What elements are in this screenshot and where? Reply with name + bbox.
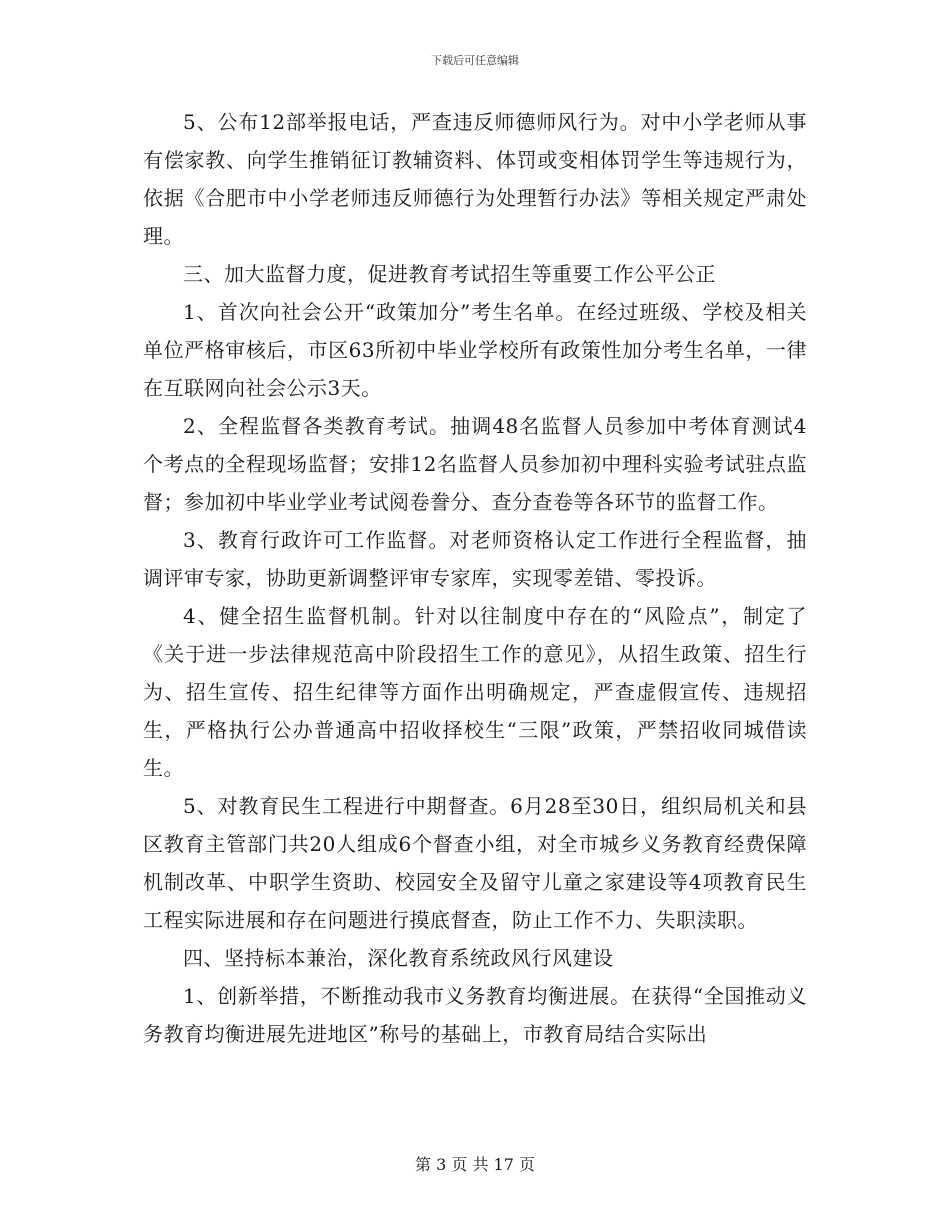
document-body bbox=[143, 103, 807, 1053]
paragraph-2: 1、首次向社会公开“政策加分”考生名单。在经过班级、学校及相关单位严格审核后，市区63所初中毕业学校所有政策性加分考生名单，一律在互联网向社会公示3天。 bbox=[143, 300, 807, 400]
paragraph-5: 4、健全招生监督机制。针对以往制度中存在的“风险点”，制定了《关于进一步法律规范高中阶段招生工作的意见》，从招生政策、招生行为、招生宣传、招生纪律等方面作出明确规定，严查虚假宣传、违规招生，严格执行公办普通高中招收择校生“三限”政策，严禁招收同城借读生。 bbox=[143, 604, 807, 780]
paragraph-6: 5、对教育民生工程进行中期督查。6月28至30日，组织局机关和县区教育主管部门共20人组成6个督查小组，对全市城乡义务教育经费保障机制改革、中职学生资助、校园安全及留守儿童之家建设等4项教育民生工程实际进展和存在问题进行摸底督查，防止工作不力、失职渎职。 bbox=[143, 794, 807, 932]
paragraph-3: 2、全程监督各类教育考试。抽调48名监督人员参加中考体育测试4个考点的全程现场监督；安排12名监督人员参加初中理科实验考试驻点监督；参加初中毕业学业考试阅卷誊分、查分查卷等各环节的监督工作。 bbox=[143, 414, 807, 514]
section-heading-3: 三、加大监督力度，促进教育考试招生等重要工作公平公正 bbox=[183, 262, 716, 286]
paragraph-1: 5、公布12部举报电话，严查违反师德师风行为。对中小学老师从事有偿家教、向学生推销征订教辅资料、体罚或变相体罚学生等违规行为，依据《合肥市中小学老师违反师德行为处理暂行办法》等相关规定严肃处理。 bbox=[143, 110, 807, 248]
paragraph-4: 3、教育行政许可工作监督。对老师资格认定工作进行全程监督，抽调评审专家，协助更新调整评审专家库，实现零差错、零投诉。 bbox=[143, 528, 807, 590]
page-header: 下载后可任意编辑 bbox=[431, 54, 519, 67]
page-number: 第 3 页 共 17 页 bbox=[415, 1155, 535, 1174]
paragraph-7: 1、创新举措，不断推动我市义务教育均衡进展。在获得“全国推动义务教育均衡进展先进地区”称号的基础上，市教育局结合实际出 bbox=[143, 984, 807, 1046]
section-heading-4: 四、坚持标本兼治，深化教育系统政风行风建设 bbox=[183, 946, 614, 970]
